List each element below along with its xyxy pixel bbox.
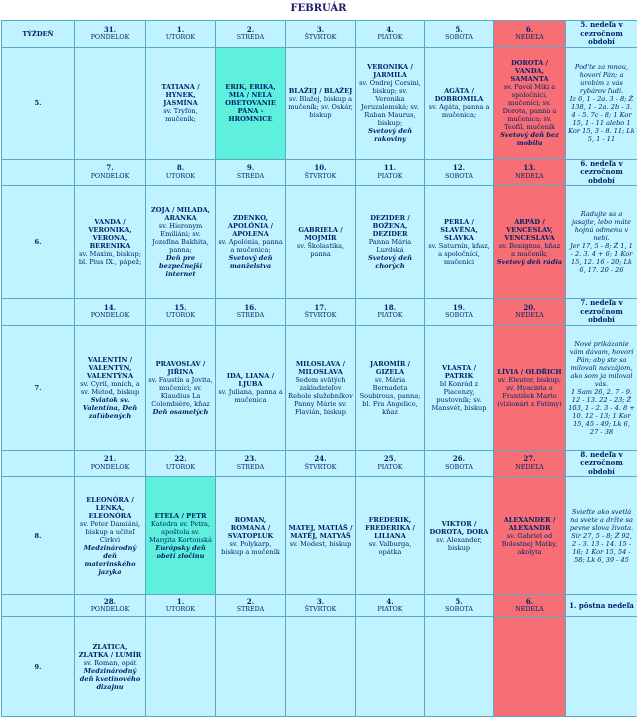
day-cell: [286, 325, 356, 450]
week-content-row: [2, 186, 637, 299]
day-number: 1. pôstna nedeľa: [568, 602, 635, 611]
day-name: STREDA: [218, 173, 283, 181]
day-name: SOBOTA: [427, 464, 491, 472]
day-cell: [494, 617, 566, 717]
day-number: 11.: [358, 164, 422, 173]
name-day: ZLATICA, ZLATKA / LUMÍR: [77, 643, 143, 659]
week-number: 9.: [2, 617, 75, 717]
day-name: NEDEĽA: [496, 173, 563, 181]
day-name: STREDA: [218, 606, 283, 614]
saint-info: Panna Mária Lurdská: [358, 238, 422, 254]
name-day: VIKTOR / DOROTA, DORA: [427, 520, 491, 536]
saint-info: sv. Tryfón, mučeník;: [148, 107, 213, 123]
name-day: AGÁTA / DOBROMILA: [427, 87, 491, 103]
day-number: 22.: [148, 455, 213, 464]
name-day: TATIANA / HYNEK, JASMÍNA: [148, 83, 213, 107]
saint-info: sv. Benignus, kňaz a mučeník;: [496, 242, 563, 258]
day-number: 9.: [218, 164, 283, 173]
liturgy-header-cell: [566, 299, 637, 326]
saint-info: sv. Gabriel od Bolestnej Matky, akolyta: [496, 532, 563, 556]
liturgy-cell: [566, 477, 637, 595]
liturgy-cell: [566, 186, 637, 299]
name-day: ETELA / PETR: [148, 512, 213, 520]
name-day: ARPÁD / VENCESLAV, VENCESLAVA: [496, 218, 563, 242]
day-number: 13.: [496, 164, 563, 173]
day-cell: [216, 325, 286, 450]
readings-text: Iz 6, 1 - 2a. 3 - 8; Ž 138, 1 - 2a. 2b - 3. 4 - 5. 7c - 8; 1 Kor 15, 1 - 11 alebo 1 Kor 15, 3 - 8. 11; Lk 5, 1 - 11: [568, 95, 635, 143]
day-name: PIATOK: [358, 464, 422, 472]
day-cell: [146, 325, 216, 450]
name-day: VERONIKA / JARMILA: [358, 63, 422, 79]
day-number: 6.: [496, 598, 563, 607]
name-day: MATEJ, MATIÁŠ / MATĚJ, MATYÁŠ: [288, 524, 353, 540]
name-day: BLAŽEJ / BLAŽEJ: [288, 87, 353, 95]
day-header-cell: [425, 299, 494, 326]
day-header-cell: [356, 595, 425, 617]
day-cell: [146, 186, 216, 299]
week-number: 8.: [2, 477, 75, 595]
day-name: NEDEĽA: [496, 606, 563, 614]
day-header-cell: [146, 21, 216, 48]
day-header-cell: [425, 159, 494, 186]
liturgy-text: Nové prikázanie vám dávam, hovorí Pán; aby ste sa milovali navzájom, ako som ja miloval vás.: [568, 340, 635, 388]
day-cell: [494, 477, 566, 595]
day-cell: [356, 477, 425, 595]
name-day: LÍVIA / OLDŘICH: [496, 368, 563, 376]
day-cell: [286, 617, 356, 717]
month-title: FEBRUÁR: [0, 0, 637, 20]
saint-info: bl Konrád z Piacenzy, pustovník; sv. Mansvét, biskup: [427, 380, 491, 412]
day-name: PONDELOK: [77, 606, 143, 614]
saint-info: sv. Blažej, biskup a mučeník; sv. Oskár, biskup: [288, 95, 353, 119]
day-name: UTOROK: [148, 34, 213, 42]
day-number: 10.: [288, 164, 353, 173]
day-header-cell: [494, 450, 566, 477]
day-number: 21.: [77, 455, 143, 464]
day-header-cell: [75, 159, 146, 186]
day-cell: [216, 617, 286, 717]
week-header-row: [2, 299, 637, 326]
day-note: Sviatok sv. Valentína, Deň zaľúbených: [77, 396, 143, 420]
day-cell: [216, 477, 286, 595]
liturgy-header-cell: [566, 450, 637, 477]
day-number: 5. nedeľa v cezročnom období: [568, 21, 635, 47]
week-content-row: [2, 617, 637, 717]
liturgy-cell: [566, 47, 637, 159]
day-cell: [146, 47, 216, 159]
day-header-cell: [146, 450, 216, 477]
day-number: 2.: [218, 598, 283, 607]
day-name: UTOROK: [148, 464, 213, 472]
day-cell: [356, 186, 425, 299]
day-cell: [425, 477, 494, 595]
week-header-row: [2, 450, 637, 477]
day-header-cell: [494, 299, 566, 326]
day-cell: [494, 186, 566, 299]
day-name: PIATOK: [358, 173, 422, 181]
calendar-table: [1, 20, 637, 717]
day-header-cell: [356, 159, 425, 186]
day-number: 8.: [148, 164, 213, 173]
name-day: DEZIDER / BOŽENA, DEZIDER: [358, 214, 422, 238]
day-cell: [286, 477, 356, 595]
day-note: Európsky deň obetí zločinu: [148, 544, 213, 560]
day-note: Medzinárodný deň materinského jazyka: [77, 544, 143, 576]
day-header-cell: [494, 595, 566, 617]
day-number: 3.: [288, 598, 353, 607]
day-number: 27.: [496, 455, 563, 464]
day-name: STREDA: [218, 464, 283, 472]
saint-info: sv. Roman, opát: [77, 659, 143, 667]
day-name: UTOROK: [148, 173, 213, 181]
day-header-cell: [216, 21, 286, 48]
day-number: 1.: [148, 598, 213, 607]
day-header-cell: [75, 595, 146, 617]
day-number: 24.: [288, 455, 353, 464]
day-name: UTOROK: [148, 606, 213, 614]
day-name: PONDELOK: [77, 312, 143, 320]
day-name: NEDEĽA: [496, 312, 563, 320]
day-header-cell: [75, 450, 146, 477]
day-header-cell: [216, 159, 286, 186]
day-note: Svetový deň rádia: [496, 258, 563, 266]
day-note: Svetový deň chorých: [358, 254, 422, 270]
saint-info: sv. Polykarp, biskup a mučeník: [218, 540, 283, 556]
day-name: ŠTVRTOK: [288, 606, 353, 614]
day-cell: [146, 617, 216, 717]
saint-info: sv. Ondrej Corsini, biskup; sv. Veronika Jeruzalemská; sv. Raban Maurus, biskup;: [358, 79, 422, 127]
day-note: Deň osamelých: [148, 408, 213, 416]
day-cell: [75, 617, 146, 717]
saint-info: sv. Juliana, panna a mučenica: [218, 388, 283, 404]
saint-info: sv. Maxim, biskup; bl. Pius IX., pápež;: [77, 250, 143, 266]
day-number: 6. nedeľa v cezročnom období: [568, 160, 635, 186]
day-header-cell: [356, 21, 425, 48]
day-header-cell: [216, 595, 286, 617]
saint-info: sv. Hieronym Emiliáni; sv. Jozefína Bakhita, panna;: [148, 222, 213, 254]
day-header-cell: [146, 595, 216, 617]
day-cell: [75, 477, 146, 595]
readings-text: Sir 27, 5 - 8; Ž 92, 2 - 3. 13 - 14. 15 - 16; 1 Kor 15, 54 - 58; Lk 6, 39 - 45: [568, 532, 635, 564]
week-content-row: [2, 47, 637, 159]
week-content-row: [2, 325, 637, 450]
day-header-cell: [356, 450, 425, 477]
day-number: 3.: [288, 26, 353, 35]
name-day: VANDA / VERONIKA, VERONA, BERENIKA: [77, 218, 143, 250]
day-number: 28.: [77, 598, 143, 607]
saint-info: sv. Saturnín, kňaz, a spoločníci, mučeníci: [427, 242, 491, 266]
day-name: PIATOK: [358, 34, 422, 42]
day-number: 18.: [358, 304, 422, 313]
day-cell: [216, 47, 286, 159]
day-number: 4.: [358, 26, 422, 35]
name-day: DOROTA / VANDA, SAMANTA: [496, 59, 563, 83]
name-day: PERLA / SLAVĚNA, SLÁVKA: [427, 218, 491, 242]
day-cell: [425, 47, 494, 159]
week-label-cell: [2, 159, 75, 186]
name-day: FREDERIK, FREDERIKA / LILIANA: [358, 516, 422, 540]
day-number: 1.: [148, 26, 213, 35]
liturgy-header-cell: [566, 21, 637, 48]
name-day: ZDENKO, APOLÓNIA / APOLENA: [218, 214, 283, 238]
name-day: ERIK, ERIKA, MIA / NELA OBETOVANIE PÁNA - HROMNICE: [218, 83, 283, 123]
saint-info: sv. Školastika, panna: [288, 242, 353, 258]
day-number: 5.: [427, 26, 491, 35]
name-day: MILOSLAVA / MILOSLAVA: [288, 360, 353, 376]
day-name: ŠTVRTOK: [288, 34, 353, 42]
week-label-cell: [2, 450, 75, 477]
week-number: 6.: [2, 186, 75, 299]
day-name: SOBOTA: [427, 606, 491, 614]
day-number: 15.: [148, 304, 213, 313]
day-header-cell: [286, 21, 356, 48]
saint-info: sv. Valburga, opátka: [358, 540, 422, 556]
day-cell: [425, 325, 494, 450]
name-day: ZOJA / MILADA, ARANKA: [148, 206, 213, 222]
day-cell: [286, 47, 356, 159]
saint-info: sv. Agáta, panna a mučenica;: [427, 103, 491, 119]
day-name: UTOROK: [148, 312, 213, 320]
day-name: ŠTVRTOK: [288, 464, 353, 472]
day-name: SOBOTA: [427, 312, 491, 320]
saint-info: Katedra sv. Petra, apoštola sv. Margita Kortonská: [148, 520, 213, 544]
day-header-cell: [494, 159, 566, 186]
day-cell: [494, 47, 566, 159]
day-cell: [356, 325, 425, 450]
day-header-cell: [146, 159, 216, 186]
day-name: SOBOTA: [427, 173, 491, 181]
day-note: Medzinárodný deň kvetinového dizajnu: [77, 667, 143, 691]
week-label-cell: [2, 595, 75, 617]
day-number: 12.: [427, 164, 491, 173]
day-name: ŠTVRTOK: [288, 312, 353, 320]
day-number: 20.: [496, 304, 563, 313]
week-header-row: [2, 159, 637, 186]
liturgy-cell: [566, 617, 637, 717]
day-name: PONDELOK: [77, 34, 143, 42]
saint-info: sv. Cyril, mních, a sv. Metod, biskup: [77, 380, 143, 396]
name-day: ELEONÓRA / LENKA, ELEONÓRA: [77, 496, 143, 520]
name-day: GABRIELA / MOJMÍR: [288, 226, 353, 242]
day-number: 23.: [218, 455, 283, 464]
day-header-cell: [286, 595, 356, 617]
day-header-cell: [146, 299, 216, 326]
day-header-cell: [286, 450, 356, 477]
saint-info: sv. Eleuter, biskup; sv. Hyacinta a František Marto (vizionári z Fatimy): [496, 376, 563, 408]
day-cell: [356, 47, 425, 159]
week-number: 5.: [2, 47, 75, 159]
day-header-cell: [216, 450, 286, 477]
day-number: 6.: [496, 26, 563, 35]
day-number: 7. nedeľa v cezročnom období: [568, 299, 635, 325]
saint-info: sv. Pavol Miki a spoločníci, mučeníci; sv. Dorota, panna a mučenica; sv. Teofil, mučeník: [496, 83, 563, 131]
week-header-row: [2, 21, 637, 48]
saint-info: sv. Peter Damiáni, biskup a učiteľ Cirkvi: [77, 520, 143, 544]
readings-text: 1 Sam 26, 2. 7 - 9. 12 - 13. 22 - 23; Ž 103, 1 - 2. 3 - 4. 8 + 10. 12 - 13; 1 Kor 15, 45 - 49; Lk 6, 27 - 38: [568, 388, 635, 436]
saint-info: Sedem svätých zakladateľov Rehole služobníkov Panny Márie sv. Flavián, biskup: [288, 376, 353, 416]
day-number: 4.: [358, 598, 422, 607]
day-cell: [146, 477, 216, 595]
day-number: 19.: [427, 304, 491, 313]
day-number: 14.: [77, 304, 143, 313]
day-cell: [75, 186, 146, 299]
saint-info: sv. Alexander, biskup: [427, 536, 491, 552]
day-header-cell: [286, 159, 356, 186]
readings-text: Jer 17, 5 - 8; Ž 1, 1 - 2. 3. 4 + 6; 1 Kor 15, 12. 16 - 20; Lk 6, 17. 20 - 26: [568, 242, 635, 274]
liturgy-text: Svieťte ako svetlá na svete a držte sa pevne slova života.: [568, 508, 635, 532]
day-header-cell: [75, 299, 146, 326]
day-name: NEDEĽA: [496, 464, 563, 472]
day-name: STREDA: [218, 312, 283, 320]
liturgy-header-cell: [566, 595, 637, 617]
day-note: Svetový deň rakoviny: [358, 127, 422, 143]
week-header-row: [2, 595, 637, 617]
week-number: 7.: [2, 325, 75, 450]
name-day: ALEXANDER / ALEXANDR: [496, 516, 563, 532]
day-header-cell: [425, 21, 494, 48]
day-name: PONDELOK: [77, 173, 143, 181]
name-day: PRAVOSLAV / JIŘINA: [148, 360, 213, 376]
saint-info: sv. Faustín a Jovita, mučeníci; sv. Klaudius La Colombière, kňaz: [148, 376, 213, 408]
name-day: ROMAN, ROMANA / SVATOPLUK: [218, 516, 283, 540]
day-cell: [425, 186, 494, 299]
day-name: ŠTVRTOK: [288, 173, 353, 181]
liturgy-text: Radujte sa a jasajte, lebo máte hojnú odmenu v nebi.: [568, 210, 635, 242]
day-name: SOBOTA: [427, 34, 491, 42]
day-header-cell: [75, 21, 146, 48]
day-name: PIATOK: [358, 606, 422, 614]
day-name: STREDA: [218, 34, 283, 42]
day-number: 5.: [427, 598, 491, 607]
day-cell: [356, 617, 425, 717]
name-day: IDA, LIANA / LJUBA: [218, 372, 283, 388]
day-cell: [494, 325, 566, 450]
day-number: 7.: [77, 164, 143, 173]
week-label-cell: TÝŽDEŇ: [2, 21, 75, 48]
day-cell: [75, 47, 146, 159]
saint-info: sv. Modest, biskup: [288, 540, 353, 548]
day-cell: [75, 325, 146, 450]
week-label-cell: [2, 299, 75, 326]
day-note: Svetový deň manželstva: [218, 254, 283, 270]
name-day: VLASTA / PATRIK: [427, 364, 491, 380]
day-number: 31.: [77, 26, 143, 35]
day-cell: [216, 186, 286, 299]
day-number: 8. nedeľa v cezročnom období: [568, 451, 635, 477]
day-note: Svetový deň bez mobilu: [496, 131, 563, 147]
day-cell: [286, 186, 356, 299]
day-number: 16.: [218, 304, 283, 313]
day-name: NEDEĽA: [496, 34, 563, 42]
day-name: PONDELOK: [77, 464, 143, 472]
name-day: VALENTÍN / VALENTÝN, VALENTÝNA: [77, 356, 143, 380]
day-note: Deň pre bezpečnejší internet: [148, 254, 213, 278]
day-header-cell: [216, 299, 286, 326]
liturgy-cell: [566, 325, 637, 450]
day-number: 2.: [218, 26, 283, 35]
day-header-cell: [494, 21, 566, 48]
day-number: 26.: [427, 455, 491, 464]
saint-info: sv. Mária Bernadeta Soubirous, panna; bl. Fra Angelico, kňaz: [358, 376, 422, 416]
day-header-cell: [425, 595, 494, 617]
liturgy-header-cell: [566, 159, 637, 186]
day-header-cell: [286, 299, 356, 326]
name-day: JAROMÍR / GIZELA: [358, 360, 422, 376]
day-header-cell: [425, 450, 494, 477]
day-cell: [425, 617, 494, 717]
day-number: 17.: [288, 304, 353, 313]
liturgy-text: Pod'te za mnou, hovorí Pán; a urobím z vás rybárov ľudí.: [568, 63, 635, 95]
day-name: PIATOK: [358, 312, 422, 320]
saint-info: sv. Apolónia, panna a mučenica;: [218, 238, 283, 254]
day-number: 25.: [358, 455, 422, 464]
day-header-cell: [356, 299, 425, 326]
week-content-row: [2, 477, 637, 595]
